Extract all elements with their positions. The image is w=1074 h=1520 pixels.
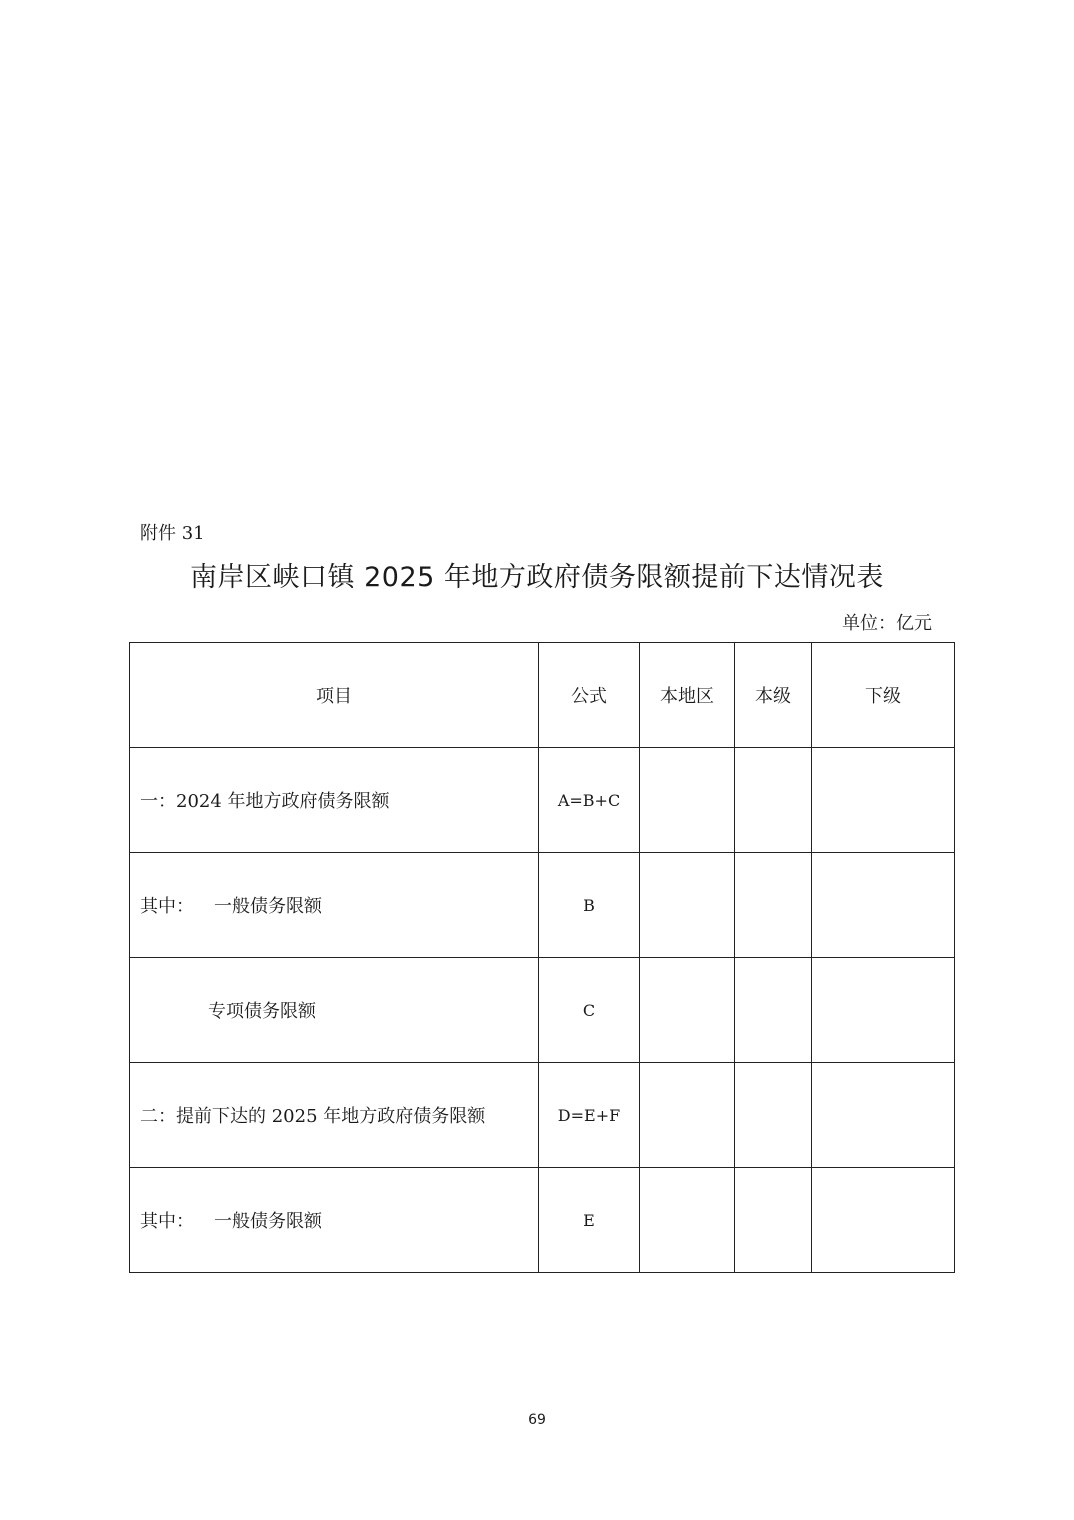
row-item: [130, 853, 539, 958]
row-own-level-value: [735, 1168, 812, 1273]
table-row: [130, 958, 955, 1063]
row-formula: C: [539, 958, 640, 1063]
row-lower-level-value: [812, 1168, 955, 1273]
table-row: [130, 1063, 955, 1168]
row-item-prefix: 其中：: [140, 896, 194, 917]
table-row: [130, 1168, 955, 1273]
row-local-value: [640, 1168, 735, 1273]
row-own-level-value: [735, 853, 812, 958]
table-row: [130, 853, 955, 958]
row-formula: A=B+C: [539, 748, 640, 853]
header-own-level: 本级: [735, 643, 812, 748]
row-own-level-value: [735, 748, 812, 853]
row-lower-level-value: [812, 853, 955, 958]
row-item-label: 一般债务限额: [214, 896, 322, 917]
row-local-value: [640, 1063, 735, 1168]
table-row: [130, 748, 955, 853]
row-local-value: [640, 853, 735, 958]
header-lower-level: 下级: [812, 643, 955, 748]
row-item: [130, 1063, 539, 1168]
row-item: [130, 1168, 539, 1273]
page-title: 南岸区峡口镇 2025 年地方政府债务限额提前下达情况表: [190, 562, 884, 593]
row-item: [130, 958, 539, 1063]
row-lower-level-value: [812, 1063, 955, 1168]
row-local-value: [640, 748, 735, 853]
row-item: [130, 748, 539, 853]
row-lower-level-value: [812, 748, 955, 853]
row-item-prefix: 其中：: [140, 1211, 194, 1232]
table-header-row: [130, 643, 955, 748]
header-formula: 公式: [539, 643, 640, 748]
page-number: 69: [528, 1412, 546, 1428]
row-formula: D=E+F: [539, 1063, 640, 1168]
row-local-value: [640, 958, 735, 1063]
debt-limit-table: [129, 642, 955, 1273]
row-own-level-value: [735, 1063, 812, 1168]
header-local-region: 本地区: [640, 643, 735, 748]
row-item-label: 专项债务限额: [208, 1001, 316, 1022]
row-item-label: 一：2024 年地方政府债务限额: [140, 791, 390, 812]
row-formula: B: [539, 853, 640, 958]
row-own-level-value: [735, 958, 812, 1063]
attachment-label: 附件 31: [140, 523, 205, 544]
header-item: 项目: [130, 643, 539, 748]
row-lower-level-value: [812, 958, 955, 1063]
unit-label: 单位：亿元: [842, 613, 932, 634]
row-formula: E: [539, 1168, 640, 1273]
row-item-label: 一般债务限额: [214, 1211, 322, 1232]
row-item-label: 二：提前下达的 2025 年地方政府债务限额: [140, 1106, 486, 1127]
